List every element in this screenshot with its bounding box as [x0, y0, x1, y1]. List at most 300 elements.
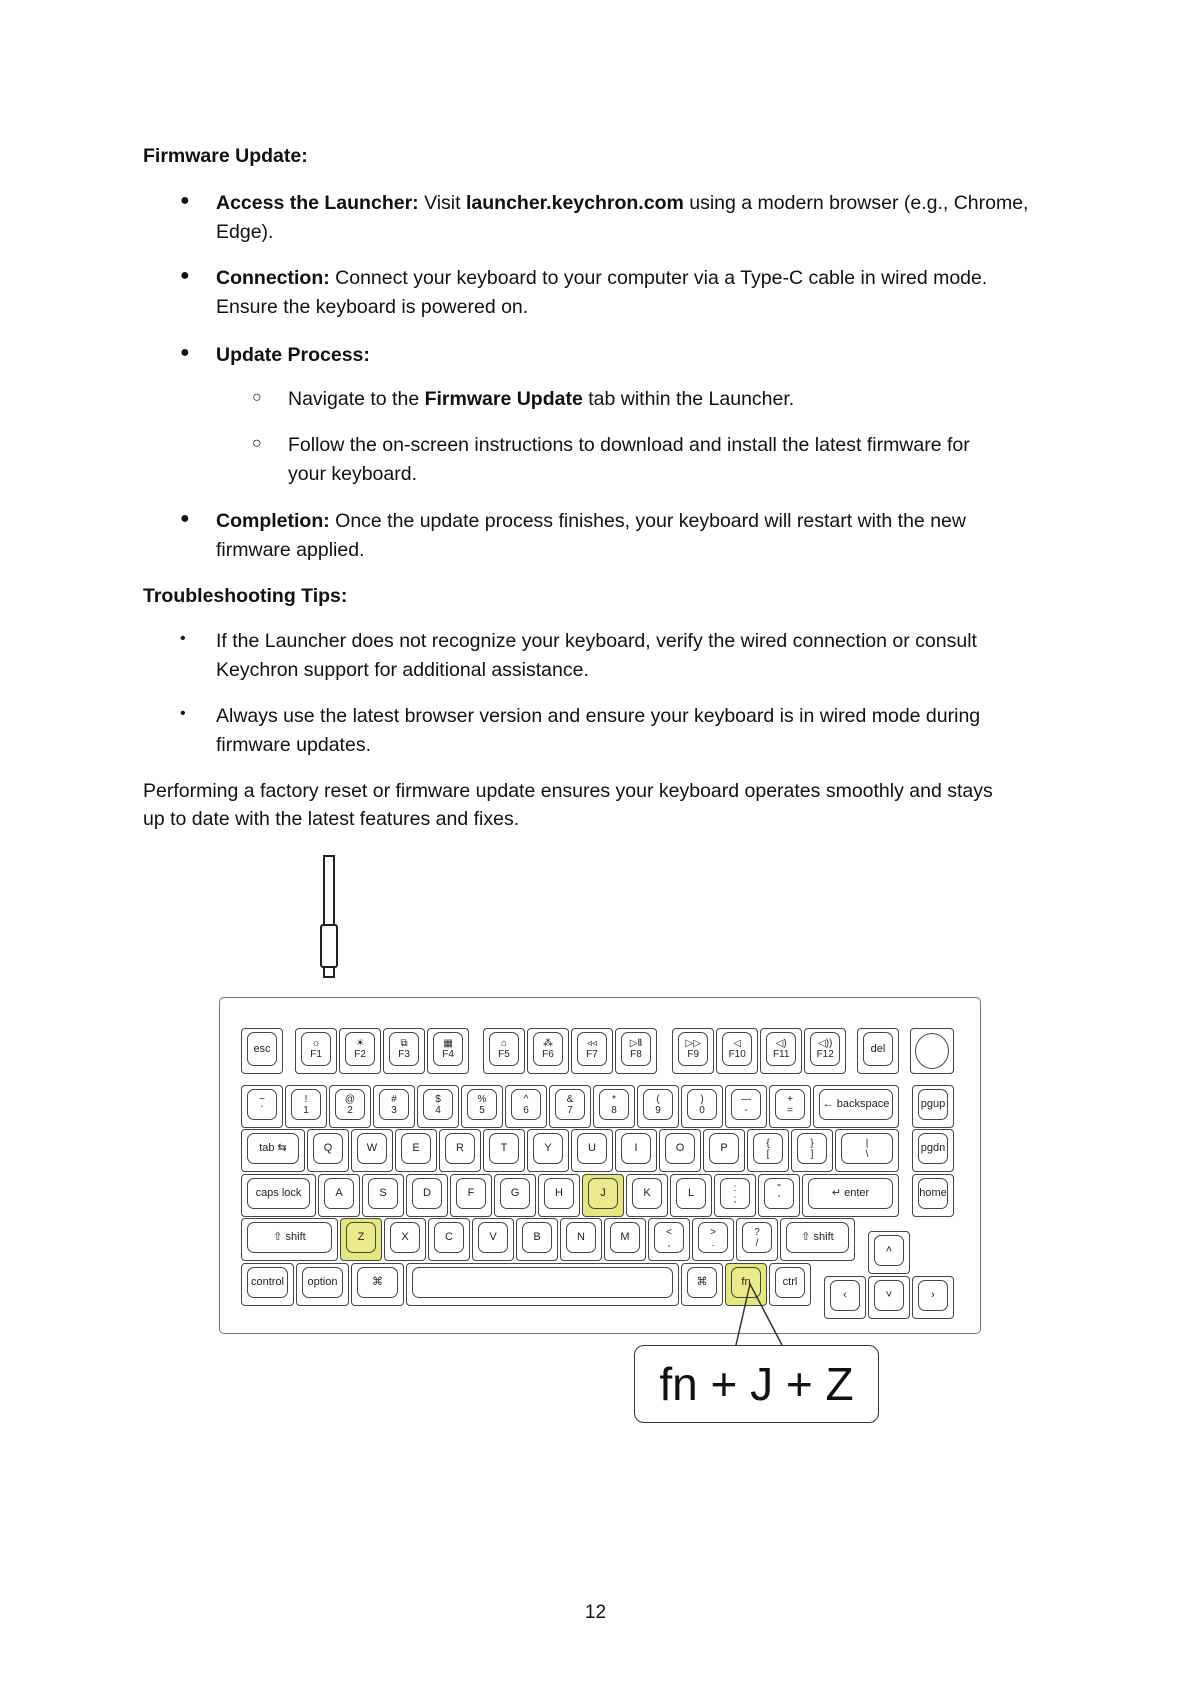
key-4 — [417, 1085, 459, 1128]
legend-top: ! — [304, 1093, 308, 1105]
legend-main: control — [250, 1276, 285, 1288]
legend-main: S — [379, 1187, 387, 1199]
key-f12 — [804, 1028, 846, 1074]
key-x — [384, 1218, 426, 1261]
legend-main: [ — [766, 1148, 770, 1160]
key-symbol — [769, 1085, 811, 1128]
keycap-legend — [775, 1089, 805, 1120]
keycap-legend — [247, 1133, 299, 1164]
keycap-legend — [555, 1089, 585, 1120]
key-esc — [241, 1028, 283, 1074]
legend-main: I — [634, 1142, 638, 1154]
key-enter — [802, 1174, 899, 1217]
key-b — [516, 1218, 558, 1261]
legend-main: . — [711, 1237, 715, 1249]
item-label: Connection: — [216, 267, 330, 289]
keycap-legend — [698, 1222, 728, 1253]
keycap-legend — [533, 1032, 563, 1066]
legend-main: F11 — [772, 1049, 790, 1060]
keycap-legend — [918, 1133, 948, 1164]
item-text: Visit — [418, 192, 466, 214]
key-f — [450, 1174, 492, 1217]
key-backspace — [813, 1085, 899, 1128]
keycap-legend — [610, 1222, 640, 1253]
keycap-legend — [577, 1133, 607, 1164]
keycap-legend — [412, 1267, 673, 1298]
key-symbol — [241, 1085, 283, 1128]
legend-main: Q — [323, 1142, 333, 1154]
keycap-legend — [522, 1222, 552, 1253]
item-text: Once the update process finishes, your keyboard will restart with the new — [329, 510, 966, 532]
key-symbol — [692, 1218, 734, 1261]
legend-main: F8 — [630, 1049, 642, 1060]
key-z — [340, 1218, 382, 1261]
legend-main: option — [307, 1276, 338, 1288]
keycap-legend — [324, 1178, 354, 1209]
legend-top: ▷▷ — [685, 1038, 701, 1049]
key-symbol — [824, 1276, 866, 1319]
keycap-legend — [918, 1280, 948, 1311]
key-symbol — [747, 1129, 789, 1172]
closing-line2: up to date with the latest features and fixes. — [143, 808, 520, 830]
keycap-legend — [390, 1222, 420, 1253]
keycap-legend — [654, 1222, 684, 1253]
keycap-legend — [489, 1032, 519, 1066]
keycap-legend — [467, 1089, 497, 1120]
keycap-legend — [720, 1178, 750, 1209]
item-text: Connect your keyboard to your computer via a Type-C cable in wired mode. — [329, 267, 988, 289]
keycap-legend — [599, 1089, 629, 1120]
legend-main: ⌘ — [696, 1276, 708, 1288]
item-text: Ensure the keyboard is powered on. — [216, 296, 529, 318]
circle-bullet-icon: ○ — [252, 389, 262, 406]
key-symbol — [835, 1129, 899, 1172]
legend-main: ← backspace — [822, 1098, 890, 1110]
keycap-legend — [731, 1267, 761, 1298]
legend-main: 6 — [523, 1104, 529, 1116]
legend-main: esc — [253, 1042, 271, 1055]
keycap-legend — [544, 1178, 574, 1209]
item-label: Access the Launcher: — [216, 192, 419, 214]
legend-top: ☀ — [355, 1038, 365, 1049]
key-q — [307, 1129, 349, 1172]
key-control — [241, 1263, 294, 1306]
keycap-legend — [478, 1222, 508, 1253]
keycap-legend — [874, 1235, 904, 1266]
keycap-legend — [678, 1032, 708, 1066]
key-f1 — [295, 1028, 337, 1074]
key-ctrl — [769, 1263, 811, 1306]
key-symbol — [648, 1218, 690, 1261]
keycap-legend — [247, 1267, 288, 1298]
legend-main: F4 — [442, 1049, 454, 1060]
key-p — [703, 1129, 745, 1172]
legend-main: ↵ enter — [831, 1187, 870, 1199]
keycap-legend — [687, 1089, 717, 1120]
key-9 — [637, 1085, 679, 1128]
keycap-legend — [808, 1178, 893, 1209]
legend-main: - — [744, 1104, 748, 1116]
legend-main: 8 — [611, 1104, 617, 1116]
legend-top: ◁ — [733, 1038, 742, 1049]
step-2-line1: Follow the on-screen instructions to download and install the latest firmware for — [288, 434, 970, 456]
legend-main: 3 — [391, 1104, 397, 1116]
legend-top: ^ — [523, 1093, 529, 1105]
legend-main: Z — [357, 1231, 365, 1243]
legend-main: home — [919, 1187, 947, 1199]
key-home — [912, 1174, 954, 1217]
key-8 — [593, 1085, 635, 1128]
legend-main: A — [335, 1187, 343, 1199]
key-1 — [285, 1085, 327, 1128]
legend-main: F1 — [310, 1049, 322, 1060]
legend-top: ◁) — [775, 1038, 787, 1049]
keycap-legend — [775, 1267, 805, 1298]
legend-main: D — [423, 1187, 431, 1199]
legend-top: ⌂ — [500, 1038, 508, 1049]
keycap-legend — [918, 1178, 948, 1209]
legend-top: % — [477, 1093, 487, 1105]
legend-main: G — [510, 1187, 520, 1199]
legend-main: ⌘ — [372, 1276, 383, 1288]
key-l — [670, 1174, 712, 1217]
legend-top: : — [733, 1182, 737, 1194]
troubleshooting-heading: Troubleshooting Tips: — [143, 585, 348, 607]
step-bold: Firmware Update — [424, 388, 583, 410]
key-f3 — [383, 1028, 425, 1074]
key-option — [296, 1263, 349, 1306]
key-6 — [505, 1085, 547, 1128]
key-v — [472, 1218, 514, 1261]
key-f7 — [571, 1028, 613, 1074]
legend-main: 7 — [567, 1104, 573, 1116]
keycap-legend — [643, 1089, 673, 1120]
legend-main: R — [456, 1142, 464, 1154]
key-t — [483, 1129, 525, 1172]
legend-top: > — [710, 1226, 716, 1238]
legend-top: * — [612, 1093, 616, 1105]
legend-main: ] — [810, 1148, 814, 1160]
bullet-icon: • — [180, 705, 186, 722]
key-s — [362, 1174, 404, 1217]
keycap-legend — [786, 1222, 849, 1253]
key-pgup — [912, 1085, 954, 1128]
keycap-legend — [302, 1267, 343, 1298]
key-3 — [373, 1085, 415, 1128]
page-number: 12 — [584, 1602, 607, 1623]
legend-main: N — [577, 1231, 585, 1243]
keycap-legend — [621, 1133, 651, 1164]
legend-main: F7 — [586, 1049, 598, 1060]
tip-2-line1: Always use the latest browser version and ensure your keyboard is in wired mode during — [216, 705, 981, 727]
legend-main: ' — [778, 1193, 780, 1205]
keycap-legend — [368, 1178, 398, 1209]
bullet-icon: ● — [180, 344, 190, 361]
legend-main: U — [588, 1142, 596, 1154]
keycap-legend — [433, 1032, 463, 1066]
legend-main: ˄ — [885, 1244, 893, 1257]
keycap-legend — [764, 1178, 794, 1209]
key-symbol — [758, 1174, 800, 1217]
legend-top: ☼ — [311, 1038, 321, 1049]
keycap-legend — [830, 1280, 860, 1311]
keycap-legend — [566, 1222, 596, 1253]
key-f9 — [672, 1028, 714, 1074]
key-7 — [549, 1085, 591, 1128]
legend-top: ▦ — [443, 1038, 453, 1049]
legend-main: H — [555, 1187, 563, 1199]
keycap-legend — [632, 1178, 662, 1209]
key-symbol — [714, 1174, 756, 1217]
keycap-legend — [766, 1032, 796, 1066]
launcher-url[interactable]: launcher.keychron.com — [465, 192, 684, 214]
key-f4 — [427, 1028, 469, 1074]
keycap-legend — [722, 1032, 752, 1066]
legend-main: M — [620, 1231, 630, 1243]
keycap-legend — [500, 1178, 530, 1209]
key-f6 — [527, 1028, 569, 1074]
keycap-legend — [313, 1133, 343, 1164]
legend-main: \ — [865, 1148, 869, 1160]
key-f5 — [483, 1028, 525, 1074]
legend-main: F5 — [498, 1049, 510, 1060]
legend-main: ‹ — [843, 1289, 847, 1302]
legend-main: 1 — [303, 1104, 309, 1116]
tip-1-line2: Keychron support for additional assistance. — [216, 659, 589, 681]
key-a — [318, 1174, 360, 1217]
legend-main: ctrl — [782, 1276, 798, 1288]
step-2-line2: your keyboard. — [288, 463, 417, 485]
key-symbol — [868, 1231, 910, 1274]
firmware-heading: Firmware Update: — [143, 145, 308, 167]
keycap-legend — [247, 1089, 277, 1120]
key-symbol — [351, 1263, 404, 1306]
key-0 — [681, 1085, 723, 1128]
key-shift — [780, 1218, 855, 1261]
legend-main: W — [366, 1142, 378, 1154]
keycap-legend — [810, 1032, 840, 1066]
key-f11 — [760, 1028, 802, 1074]
key-symbol — [736, 1218, 778, 1261]
legend-top: ~ — [259, 1093, 265, 1105]
legend-top: < — [666, 1226, 672, 1238]
legend-main: X — [401, 1231, 409, 1243]
legend-top: — — [741, 1093, 751, 1105]
keycap-legend — [291, 1089, 321, 1120]
key-g — [494, 1174, 536, 1217]
keycap-legend — [401, 1133, 431, 1164]
legend-main: V — [489, 1231, 497, 1243]
key-e — [395, 1129, 437, 1172]
keycap-legend — [753, 1133, 783, 1164]
legend-main: ˅ — [885, 1289, 893, 1302]
item-text: using a modern browser (e.g., Chrome, — [683, 192, 1029, 214]
key-fn — [725, 1263, 767, 1306]
legend-main: , — [667, 1237, 671, 1249]
legend-top: $ — [435, 1093, 441, 1105]
legend-main: 0 — [699, 1104, 705, 1116]
completion-item — [216, 507, 966, 536]
legend-main: F3 — [398, 1049, 410, 1060]
keycap-legend — [863, 1032, 893, 1066]
legend-top: ? — [754, 1226, 760, 1238]
legend-main: T — [500, 1142, 508, 1154]
keycap-legend — [511, 1089, 541, 1120]
legend-main: F9 — [687, 1049, 700, 1060]
legend-main: caps lock — [255, 1187, 302, 1199]
legend-main: F10 — [728, 1049, 746, 1060]
keycap-legend — [357, 1267, 398, 1298]
legend-main: ⇧ shift — [273, 1231, 306, 1243]
legend-main: 5 — [479, 1104, 485, 1116]
legend-main: / — [755, 1237, 759, 1249]
key-2 — [329, 1085, 371, 1128]
tip-2-line2: firmware updates. — [216, 734, 371, 756]
legend-main: K — [643, 1187, 651, 1199]
key-m — [604, 1218, 646, 1261]
legend-main: = — [787, 1104, 793, 1116]
legend-main: fn — [741, 1276, 751, 1288]
key-c — [428, 1218, 470, 1261]
key-pgdn — [912, 1129, 954, 1172]
legend-top: ◁)) — [818, 1038, 833, 1049]
connection-item — [216, 264, 987, 293]
legend-main: F — [467, 1187, 475, 1199]
keycap-legend — [379, 1089, 409, 1120]
keycap-legend — [445, 1133, 475, 1164]
legend-main: L — [687, 1187, 695, 1199]
circle-bullet-icon: ○ — [252, 435, 262, 452]
legend-main: pgup — [920, 1098, 946, 1110]
key-y — [527, 1129, 569, 1172]
legend-main: Y — [544, 1142, 552, 1154]
legend-top: ⧉ — [400, 1038, 408, 1049]
shortcut-callout: fn + J + Z — [634, 1345, 879, 1423]
key-space — [406, 1263, 679, 1306]
key-5 — [461, 1085, 503, 1128]
keycap-legend — [346, 1222, 376, 1253]
legend-top: ) — [700, 1093, 704, 1105]
legend-main: E — [412, 1142, 420, 1154]
keycap-legend — [247, 1222, 332, 1253]
legend-main: J — [600, 1187, 606, 1199]
key-j — [582, 1174, 624, 1217]
closing-line1: Performing a factory reset or firmware update ensures your keyboard operates smoothly and stays — [143, 780, 993, 802]
keycap-legend — [412, 1178, 442, 1209]
keycap-legend — [456, 1178, 486, 1209]
legend-main: 9 — [655, 1104, 661, 1116]
keycap-legend — [797, 1133, 827, 1164]
keycap-legend — [434, 1222, 464, 1253]
key-symbol — [681, 1263, 723, 1306]
keycap-legend — [841, 1133, 893, 1164]
legend-main: 4 — [435, 1104, 441, 1116]
key-shift — [241, 1218, 338, 1261]
item-label: Completion: — [216, 510, 330, 532]
keycap-legend — [687, 1267, 717, 1298]
legend-main: 2 — [347, 1104, 353, 1116]
usb-c-cable-illustration — [320, 855, 338, 981]
keycap-legend — [918, 1089, 948, 1120]
key-tab — [241, 1129, 305, 1172]
legend-top: ◃◃ — [586, 1038, 598, 1049]
keycap-legend — [247, 1178, 310, 1209]
bullet-icon: ● — [180, 267, 190, 284]
key-h — [538, 1174, 580, 1217]
legend-top: } — [810, 1137, 814, 1149]
keycap-legend — [665, 1133, 695, 1164]
key-symbol — [868, 1276, 910, 1319]
keycap-legend — [345, 1032, 375, 1066]
legend-top: { — [766, 1137, 770, 1149]
key-u — [571, 1129, 613, 1172]
legend-main: P — [720, 1142, 728, 1154]
item-text: firmware applied. — [216, 539, 365, 561]
bullet-icon: • — [180, 630, 186, 647]
legend-top: ⁂ — [543, 1038, 553, 1049]
key-symbol — [791, 1129, 833, 1172]
legend-main: O — [675, 1142, 685, 1154]
keycap-legend — [335, 1089, 365, 1120]
legend-top: + — [787, 1093, 793, 1105]
legend-main: › — [931, 1289, 935, 1302]
rotary-knob — [910, 1028, 954, 1074]
access-launcher-item — [216, 189, 1028, 218]
legend-main: ` — [260, 1104, 264, 1116]
item-text: Edge). — [216, 221, 274, 243]
bullet-icon: ● — [180, 510, 190, 527]
key-symbol — [912, 1276, 954, 1319]
legend-main: ; — [733, 1193, 737, 1205]
legend-top: @ — [344, 1093, 356, 1105]
tip-1-line1: If the Launcher does not recognize your keyboard, verify the wired connection or consult — [216, 630, 977, 652]
step-text: tab within the Launcher. — [582, 388, 795, 410]
key-f8 — [615, 1028, 657, 1074]
keyboard-illustration — [219, 997, 981, 1334]
keycap-legend — [731, 1089, 761, 1120]
key-n — [560, 1218, 602, 1261]
keycap-legend — [874, 1280, 904, 1311]
legend-top: & — [566, 1093, 574, 1105]
keycap-legend — [247, 1032, 277, 1066]
legend-top: # — [391, 1093, 397, 1105]
keycap-legend — [742, 1222, 772, 1253]
key-f2 — [339, 1028, 381, 1074]
legend-top: ▷Ⅱ — [629, 1038, 643, 1049]
update-process-label: Update Process: — [216, 344, 370, 366]
keycap-legend — [357, 1133, 387, 1164]
legend-main: ⇧ shift — [801, 1231, 834, 1243]
legend-main: F12 — [816, 1049, 834, 1060]
legend-main: C — [445, 1231, 453, 1243]
legend-main: del — [870, 1042, 886, 1055]
key-del — [857, 1028, 899, 1074]
legend-top: ( — [656, 1093, 660, 1105]
key-w — [351, 1129, 393, 1172]
keycap-legend — [301, 1032, 331, 1066]
legend-top: | — [865, 1137, 869, 1149]
legend-main: B — [533, 1231, 541, 1243]
key-o — [659, 1129, 701, 1172]
keycap-legend — [819, 1089, 893, 1120]
keycap-legend — [577, 1032, 607, 1066]
legend-main: tab ⇆ — [259, 1142, 287, 1154]
bullet-icon: ● — [180, 192, 190, 209]
legend-top: " — [777, 1182, 781, 1194]
legend-main: F6 — [542, 1049, 554, 1060]
keycap-legend — [533, 1133, 563, 1164]
legend-main: F2 — [354, 1049, 366, 1060]
